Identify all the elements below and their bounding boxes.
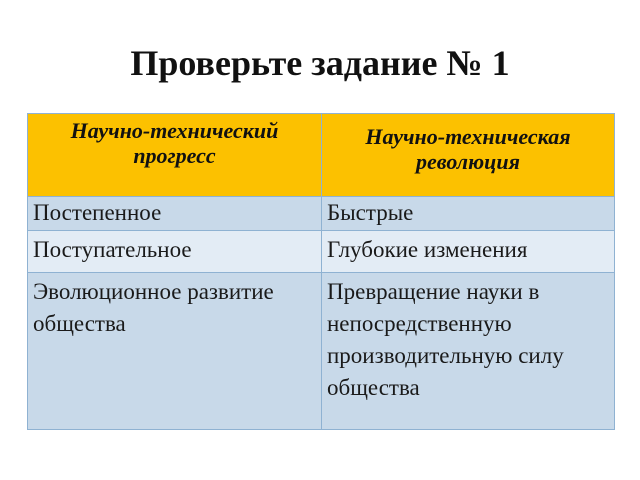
comparison-table xyxy=(27,113,615,430)
table-header-row xyxy=(28,114,615,197)
comparison-table-container xyxy=(27,113,614,430)
table-cell: Глубокие изменения xyxy=(322,231,615,273)
table-row xyxy=(28,231,615,273)
table-cell: Быстрые xyxy=(322,197,615,231)
table-cell: Поступательное xyxy=(28,231,322,273)
table-cell: Постепенное xyxy=(28,197,322,231)
table-row xyxy=(28,273,615,430)
header-scientific-revolution: Научно-техническая революция xyxy=(322,114,615,197)
slide-title: Проверьте задание № 1 xyxy=(130,43,510,83)
table-cell: Эволюционное развитие общества xyxy=(28,273,322,430)
header-scientific-progress: Научно-технический прогресс xyxy=(28,114,322,197)
table-row xyxy=(28,197,615,231)
table-cell: Превращение науки в непосредственную производительную силу общества xyxy=(322,273,615,430)
